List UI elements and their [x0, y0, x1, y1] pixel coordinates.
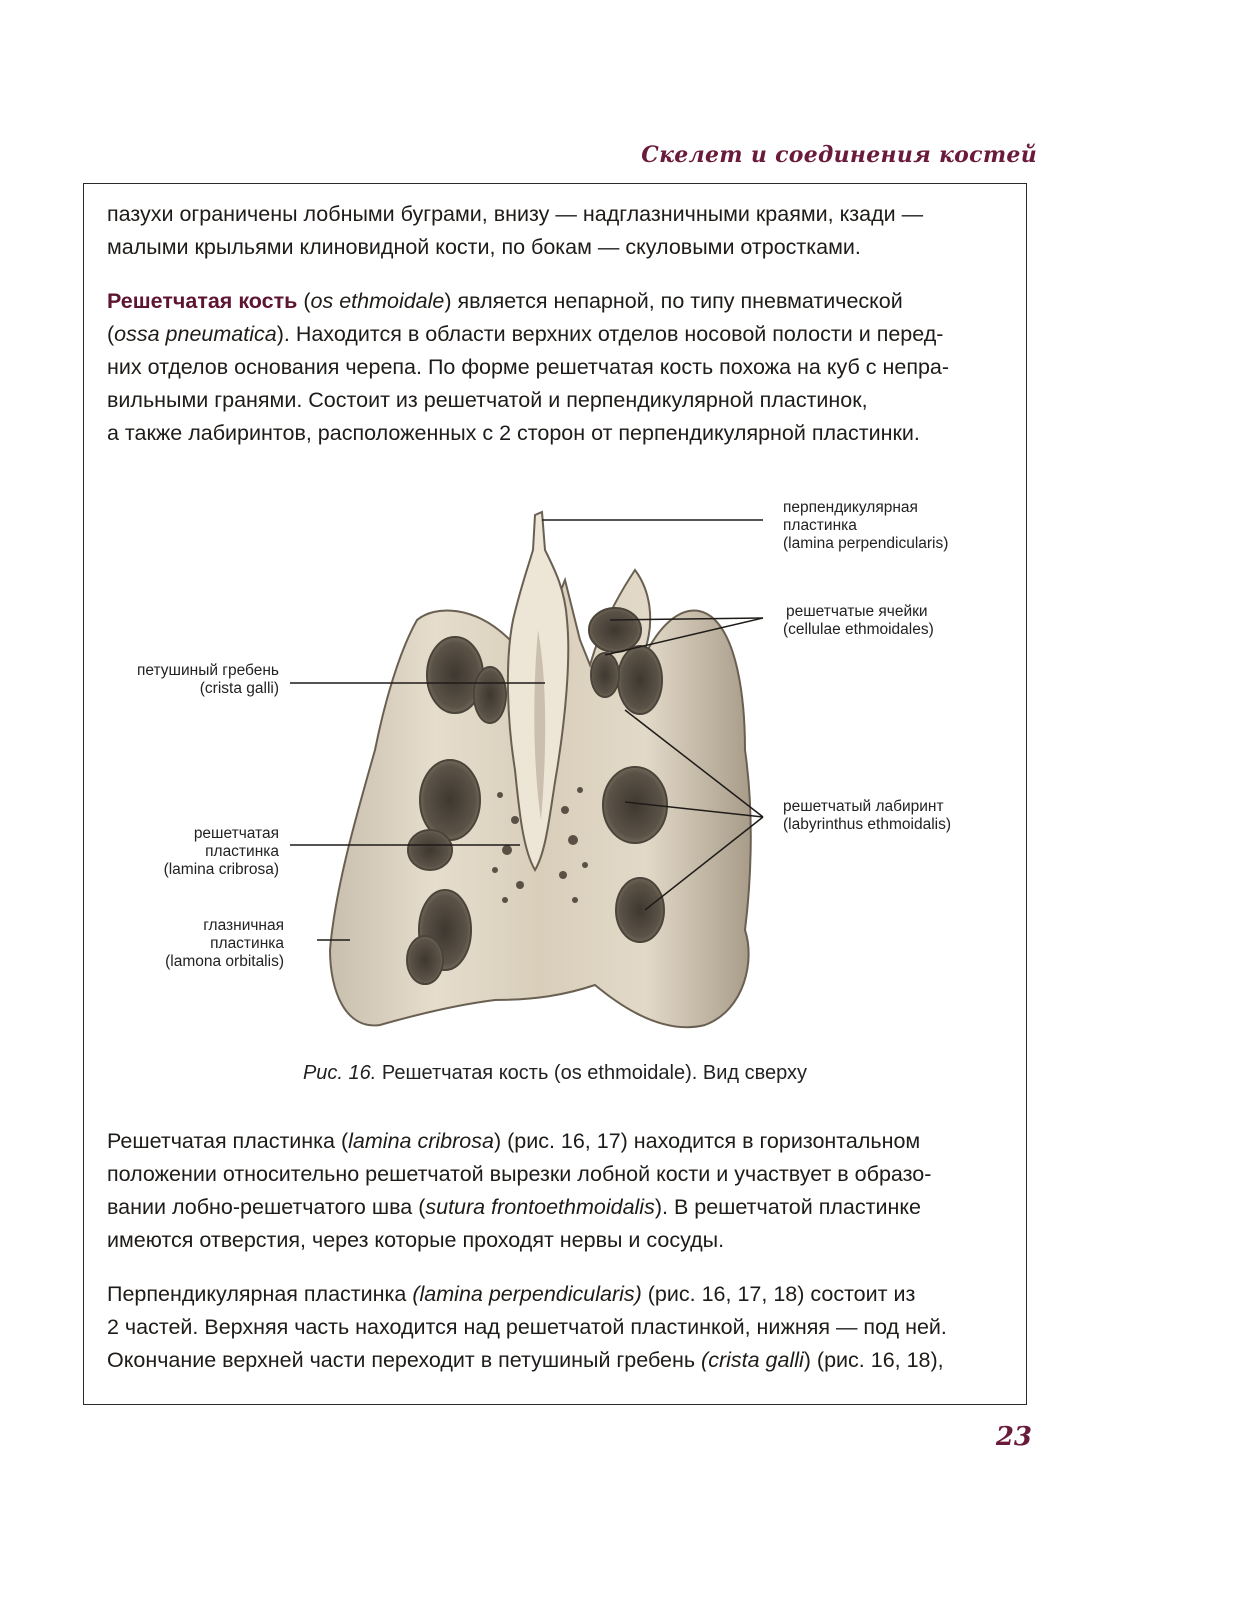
label-line: решетчатая — [193, 825, 279, 842]
text-line — [107, 1278, 1007, 1311]
label-line: (cellulae ethmoidales) — [783, 621, 934, 638]
text-line — [107, 318, 1007, 351]
latin-term: lamina cribrosa — [348, 1129, 494, 1153]
cell — [408, 830, 452, 870]
ethmoid-bone-figure — [95, 490, 1025, 1050]
cell — [591, 653, 619, 697]
text-run: Решетчатая пластинка ( — [107, 1129, 349, 1153]
text-line — [107, 1344, 1007, 1377]
label-line: пластинка — [210, 935, 284, 952]
label-lamina-cribrosa — [164, 825, 279, 879]
cell — [618, 646, 662, 714]
page-number: 23 — [995, 1422, 1032, 1452]
label-line: (labyrinthus ethmoidalis) — [783, 816, 951, 833]
cell — [589, 608, 641, 652]
label-line: глазничная — [203, 917, 284, 934]
label-line: (lamona orbitalis) — [165, 953, 284, 970]
latin-term: os ethmoidale — [310, 289, 445, 313]
label-line: (lamina perpendicularis) — [783, 535, 949, 552]
text-run: ) (рис. 16, 18), — [803, 1348, 944, 1372]
cell — [420, 760, 480, 840]
label-line: решетчатые ячейки — [786, 603, 928, 620]
text-line: них отделов основания черепа. По форме решетчатая кость похожа на куб с непра- — [107, 355, 950, 379]
cell — [616, 878, 664, 942]
paragraph-ethmoid-intro — [107, 285, 1007, 450]
cell — [474, 667, 506, 723]
label-lamina-orbitalis — [165, 917, 284, 971]
text-run: ). В решетчатой пластинке — [654, 1195, 921, 1219]
label-line: пластинка — [783, 517, 857, 534]
label-line: (crista galli) — [199, 680, 279, 697]
latin-term: sutura frontoethmoidalis — [425, 1195, 655, 1219]
text-run: ) (рис. 16, 17) находится в горизонтальном — [493, 1129, 921, 1153]
latin-term: ossa pneumatica — [114, 322, 277, 346]
label-crista-galli — [137, 662, 279, 698]
label-labyrinthus-ethmoidalis — [783, 798, 951, 834]
text-line — [107, 285, 1007, 318]
label-line: петушиный гребень — [137, 662, 279, 679]
text-line: пазухи ограничены лобными буграми, внизу — надглазничными краями, кзади — — [107, 202, 924, 226]
label-line: решетчатый лабиринт — [783, 798, 944, 815]
cell — [407, 936, 443, 984]
label-line: пластинка — [205, 843, 279, 860]
text-line: а также лабиринтов, расположенных с 2 сторон от перпендикулярной пластинки. — [107, 421, 920, 445]
figure-caption — [0, 1062, 1110, 1085]
text-run: ). Находится в области верхних отделов носовой полости и перед- — [276, 322, 944, 346]
text-line — [107, 1191, 1007, 1224]
label-cellulae-ethmoidales — [783, 603, 934, 639]
figure-number: Рис. 16. — [302, 1062, 377, 1084]
label-line: (lamina cribrosa) — [163, 861, 279, 878]
text-line: имеются отверстия, через которые проходят нервы и сосуды. — [107, 1228, 725, 1252]
text-run: ) является непарной, по типу пневматической — [444, 289, 903, 313]
text-line: положении относительно решетчатой вырезки лобной кости и участвует в образо- — [107, 1162, 932, 1186]
paragraph-lamina-perpendicularis — [107, 1278, 1007, 1377]
paragraph-lamina-cribrosa — [107, 1125, 1007, 1257]
latin-term: (lamina perpendicularis) — [412, 1282, 642, 1306]
text-line: малыми крыльями клиновидной кости, по бокам — скуловыми отростками. — [107, 235, 861, 259]
label-line: перпендикулярная — [783, 499, 918, 516]
text-line: 2 частей. Верхняя часть находится над решетчатой пластинкой, нижняя — под ней. — [107, 1315, 947, 1339]
text-run: ( — [107, 322, 115, 346]
latin-term: (crista galli — [701, 1348, 804, 1372]
running-title: Скелет и соединения костей — [641, 142, 1037, 168]
text-run: вании лобно-решетчатого шва ( — [107, 1195, 426, 1219]
text-run: Окончание верхней части переходит в петушиный гребень — [107, 1348, 702, 1372]
paragraph-frontal-sinus-end — [107, 198, 1007, 264]
text-run: Перпендикулярная пластинка — [107, 1282, 413, 1306]
text-line — [107, 1125, 1007, 1158]
caption-text: Решетчатая кость (os ethmoidale). Вид сверху — [376, 1062, 808, 1084]
text-run: (рис. 16, 17, 18) состоит из — [641, 1282, 916, 1306]
text-line: вильными гранями. Состоит из решетчатой и перпендикулярной пластинок, — [107, 388, 868, 412]
term-ethmoid-bone: Решетчатая кость — [107, 289, 298, 313]
label-lamina-perpendicularis — [783, 499, 948, 553]
text-run: ( — [297, 289, 311, 313]
